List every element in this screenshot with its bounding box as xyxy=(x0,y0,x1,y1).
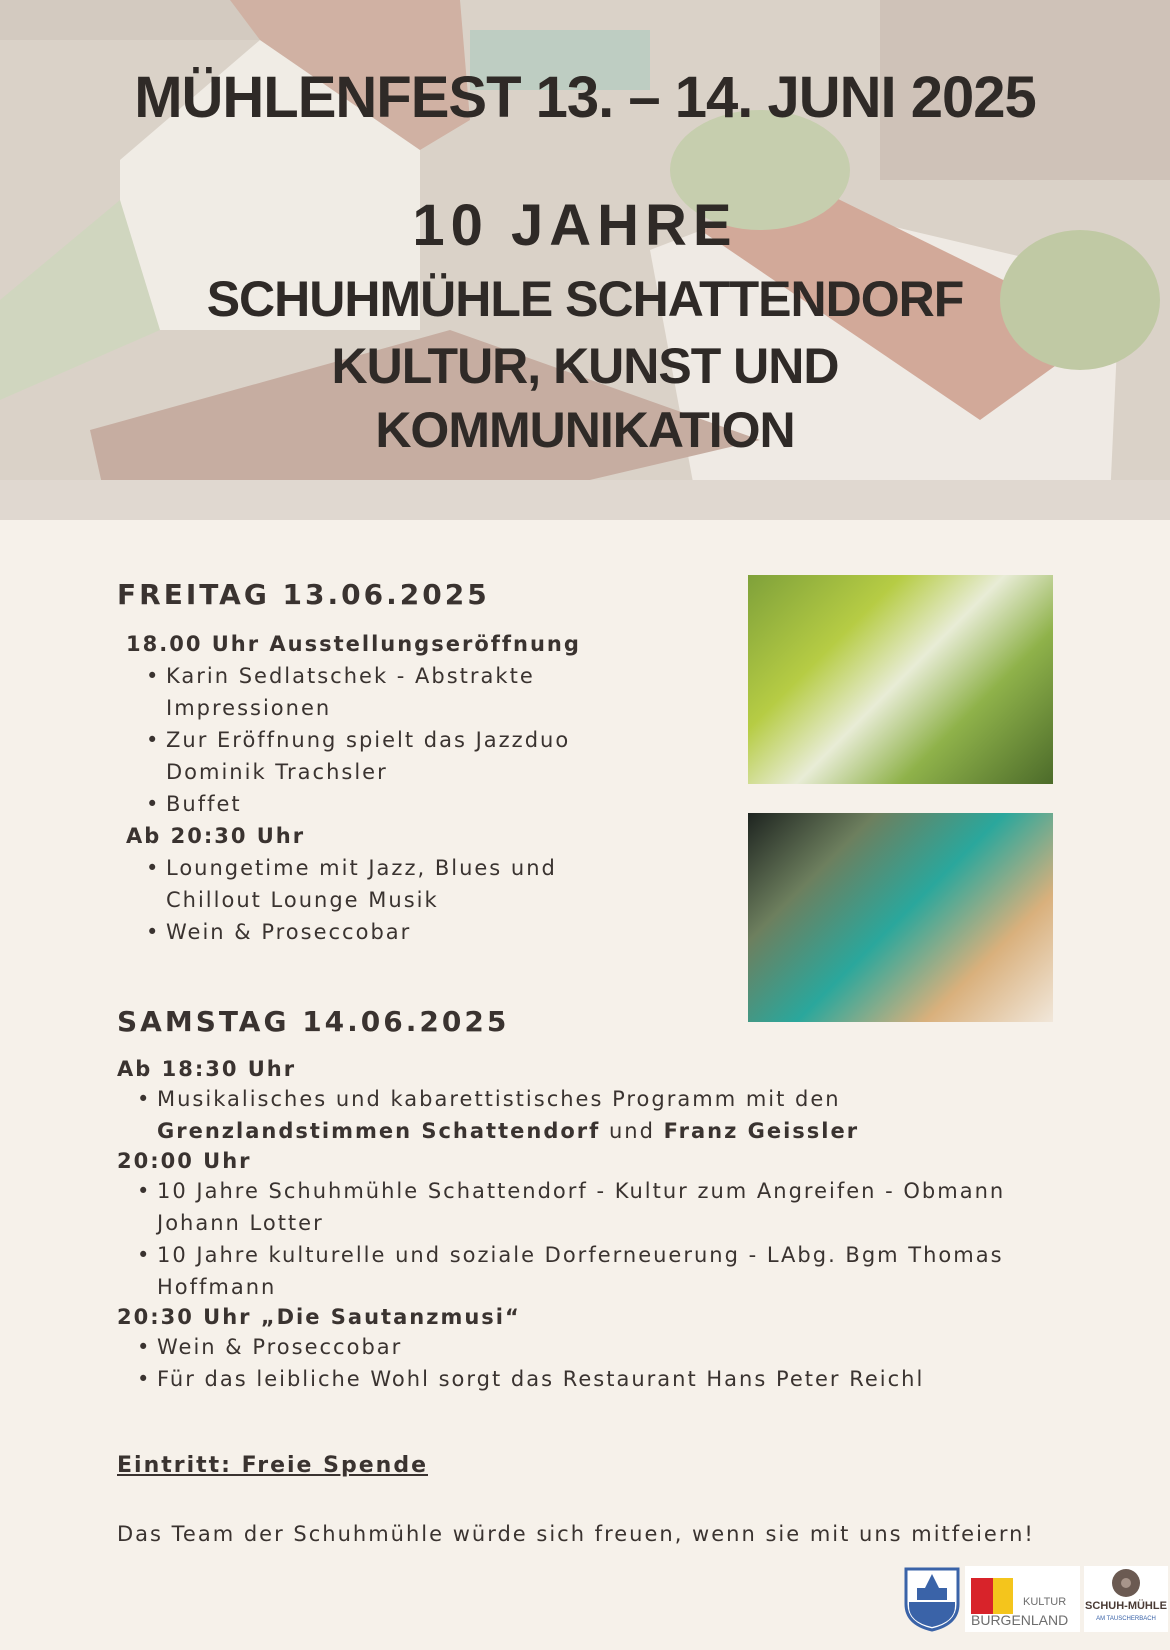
kultur-burgenland-logo xyxy=(965,1566,1080,1632)
list-item: • Loungetime mit Jazz, Blues und Chillout Lounge Musik xyxy=(126,852,646,916)
entry-fee: Eintritt: Freie Spende xyxy=(117,1453,428,1478)
tagline-line-1: KULTUR, KUNST UND xyxy=(331,338,839,394)
logo-kultur-text: KULTUR xyxy=(1023,1596,1067,1608)
friday-time-2: Ab 20:30 Uhr xyxy=(126,824,306,848)
schuhmuehle-logo xyxy=(1084,1566,1168,1632)
crest-icon xyxy=(903,1566,961,1632)
abstract-painting-turquoise xyxy=(748,813,1053,1022)
saturday-time-3: 20:30 Uhr „Die Sautanzmusi“ xyxy=(117,1305,521,1329)
friday-heading: FREITAG 13.06.2025 xyxy=(117,578,490,611)
municipal-crest-logo xyxy=(903,1566,961,1632)
abstract-painting-green xyxy=(748,575,1053,784)
list-item: • 10 Jahre Schuhmühle Schattendorf - Kultur zum Angreifen - Obmann Johann Lotter xyxy=(117,1175,1077,1239)
anniversary-title: 10 JAHRE xyxy=(412,193,738,258)
tagline-line-2: KOMMUNIKATION xyxy=(375,402,795,458)
saturday-heading: SAMSTAG 14.06.2025 xyxy=(117,1005,510,1038)
event-title: MÜHLENFEST 13. – 14. JUNI 2025 xyxy=(134,65,1036,130)
friday-program xyxy=(126,632,646,948)
friday-time-1: 18.00 Uhr Ausstellungseröffnung xyxy=(126,632,581,656)
saturday-time-2: 20:00 Uhr xyxy=(117,1149,252,1173)
logo-red-block xyxy=(971,1578,993,1614)
list-item: • Zur Eröffnung spielt das Jazzduo Dominik Trachsler xyxy=(126,724,646,788)
saturday-program xyxy=(117,1057,1077,1395)
mill-wheel-icon xyxy=(1084,1566,1168,1600)
list-item: • Buffet xyxy=(126,788,646,820)
logo-burgenland-text: BURGENLAND xyxy=(971,1612,1069,1628)
list-item: • 10 Jahre kulturelle und soziale Dorferneuerung - LAbg. Bgm Thomas Hoffmann xyxy=(117,1239,1077,1303)
tagline xyxy=(0,334,1170,462)
logo-yellow-block xyxy=(993,1578,1013,1614)
logo-schuh-text: SCHUH-MÜHLE xyxy=(1085,1600,1167,1612)
saturday-time-1: Ab 18:30 Uhr xyxy=(117,1057,297,1081)
list-item: • Für das leibliche Wohl sorgt das Restaurant Hans Peter Reichl xyxy=(117,1363,1077,1395)
list-item: • Musikalisches und kabarettistisches Programm mit den Grenzlandstimmen Schattendorf und Franz Geissler xyxy=(117,1083,1077,1147)
venue-title: SCHUHMÜHLE SCHATTENDORF xyxy=(206,271,964,327)
list-item: • Karin Sedlatschek - Abstrakte Impressionen xyxy=(126,660,646,724)
list-item: • Wein & Proseccobar xyxy=(126,916,646,948)
logo-schuh-subtext: AM TAUSCHERBACH xyxy=(1096,1616,1156,1622)
list-item: • Wein & Proseccobar xyxy=(117,1331,1077,1363)
closing-text: Das Team der Schuhmühle würde sich freuen, wenn sie mit uns mitfeiern! xyxy=(117,1522,1035,1546)
